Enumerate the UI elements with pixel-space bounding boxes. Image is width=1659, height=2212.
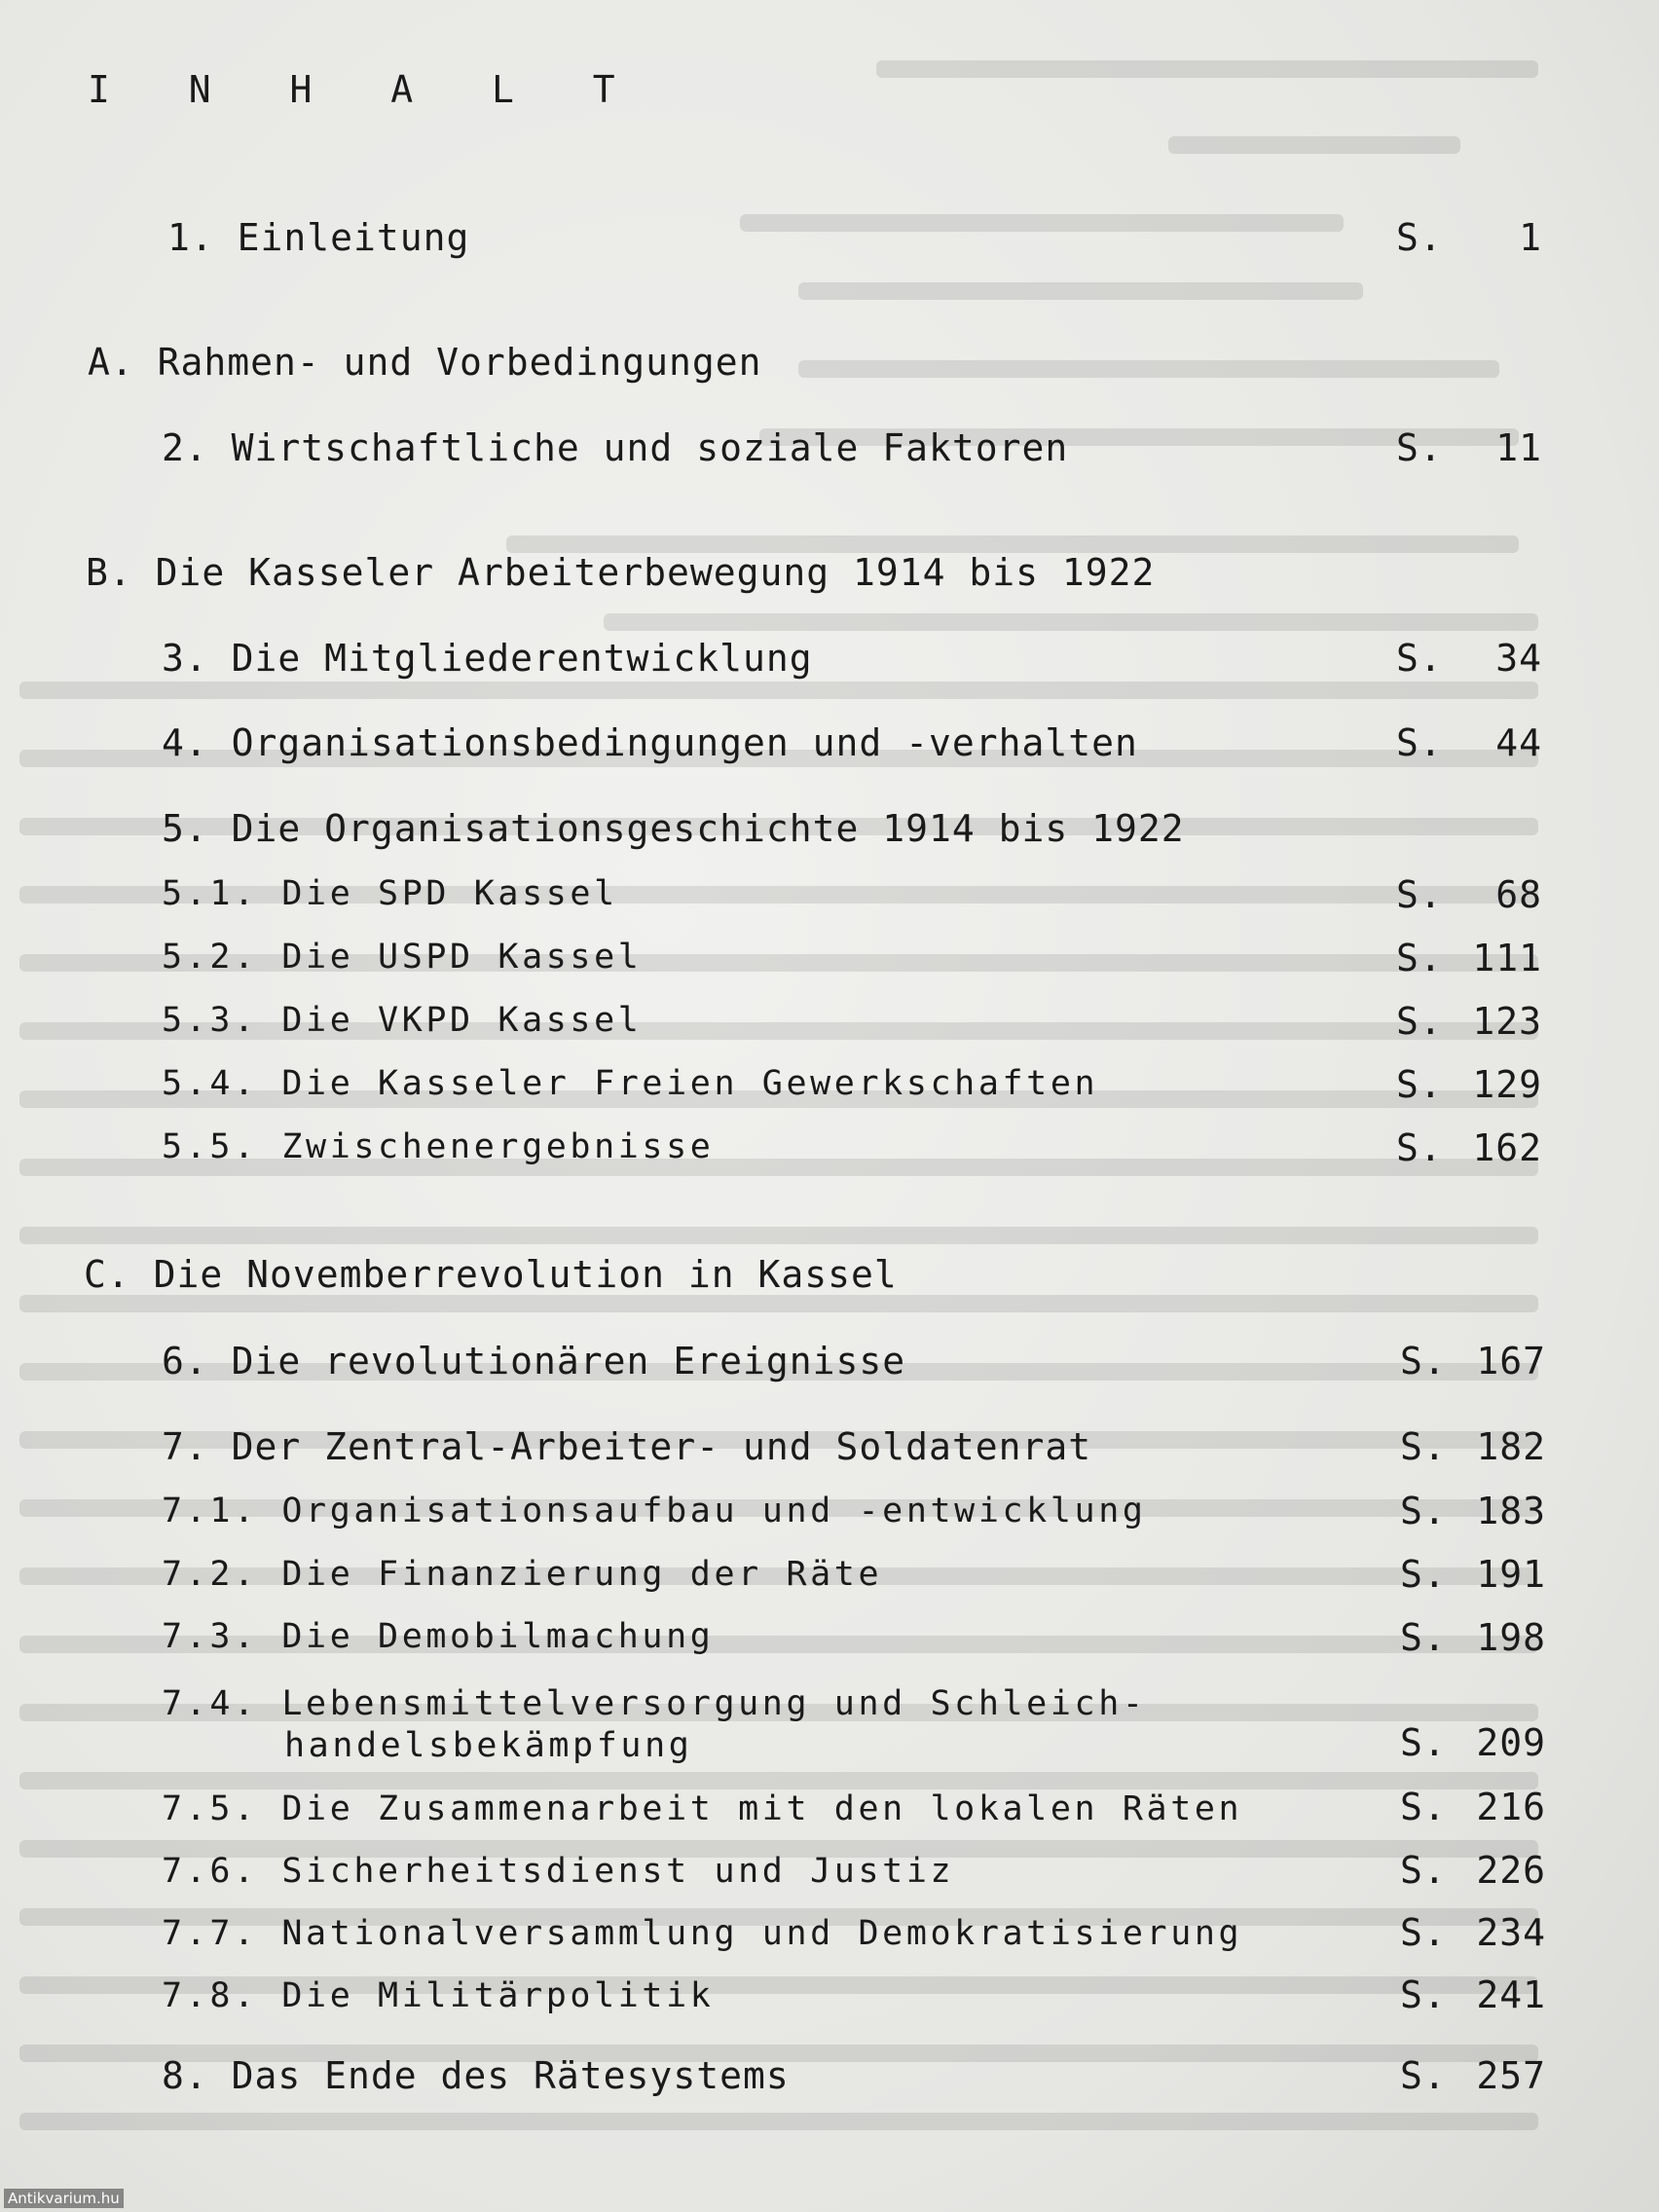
- toc-entry-5-1: 5.1. Die SPD Kassel: [162, 874, 618, 913]
- toc-page-ref-7-1: S. 183: [1400, 1490, 1546, 1532]
- toc-page-ref-4: S. 44: [1396, 721, 1542, 764]
- toc-entry-7-4: 7.4. Lebensmittelversorgung und Schleich-: [162, 1684, 1147, 1723]
- toc-page-ref-1: S. 1: [1396, 216, 1542, 259]
- toc-entry-7-3: 7.3. Die Demobilmachung: [162, 1617, 715, 1656]
- toc-entry-5-2: 5.2. Die USPD Kassel: [162, 938, 643, 977]
- toc-entry-7-1: 7.1. Organisationsaufbau und -entwicklung: [162, 1492, 1147, 1530]
- toc-page-ref-3: S. 34: [1396, 637, 1542, 680]
- toc-section-c: C. Die Novemberrevolution in Kassel: [84, 1253, 898, 1296]
- toc-page-ref-6: S. 167: [1400, 1340, 1546, 1382]
- toc-page-ref-5-5: S. 162: [1396, 1126, 1542, 1169]
- toc-heading: I N H A L T: [88, 68, 644, 111]
- toc-page-ref-5-3: S. 123: [1396, 1000, 1542, 1043]
- toc-entry-7-5: 7.5. Die Zusammenarbeit mit den lokalen Räten: [162, 1789, 1243, 1828]
- toc-page-ref-5-2: S. 111: [1396, 937, 1542, 979]
- toc-entry-1: 1. Einleitung: [167, 216, 470, 259]
- toc-entry-4: 4. Organisationsbedingungen und -verhalten: [162, 721, 1138, 764]
- toc-page-ref-7: S. 182: [1400, 1425, 1546, 1468]
- toc-section-b: B. Die Kasseler Arbeiterbewegung 1914 bis 1922: [86, 551, 1156, 594]
- toc-page-ref-7-2: S. 191: [1400, 1553, 1546, 1596]
- toc-entry-6: 6. Die revolutionären Ereignisse: [162, 1340, 906, 1382]
- toc-entry-5-5: 5.5. Zwischenergebnisse: [162, 1127, 715, 1166]
- toc-page-ref-7-5: S. 216: [1400, 1786, 1546, 1828]
- toc-entry-7-4-cont: handelsbekämpfung: [284, 1726, 693, 1765]
- toc-entry-7-6: 7.6. Sicherheitsdienst und Justiz: [162, 1852, 955, 1891]
- toc-entry-7: 7. Der Zentral-Arbeiter- und Soldatenrat: [162, 1425, 1092, 1468]
- toc-entry-5-3: 5.3. Die VKPD Kassel: [162, 1001, 643, 1040]
- toc-entry-8: 8. Das Ende des Rätesystems: [162, 2054, 790, 2097]
- toc-page-ref-7-7: S. 234: [1400, 1911, 1546, 1954]
- toc-page-ref-5-1: S. 68: [1396, 873, 1542, 916]
- toc-page-ref-8: S. 257: [1400, 2054, 1546, 2097]
- toc-page-ref-7-6: S. 226: [1400, 1849, 1546, 1892]
- toc-page-ref-7-4: S. 209: [1400, 1721, 1546, 1764]
- toc-entry-2: 2. Wirtschaftliche und soziale Faktoren: [162, 426, 1069, 469]
- toc-page-ref-7-8: S. 241: [1400, 1973, 1546, 2016]
- toc-page-ref-7-3: S. 198: [1400, 1616, 1546, 1659]
- toc-section-a: A. Rahmen- und Vorbedingungen: [88, 341, 762, 384]
- toc-entry-3: 3. Die Mitgliederentwicklung: [162, 637, 813, 680]
- toc-entry-7-8: 7.8. Die Militärpolitik: [162, 1976, 715, 2015]
- toc-page-ref-2: S. 11: [1396, 426, 1542, 469]
- toc-entry-7-7: 7.7. Nationalversammlung und Demokratisierung: [162, 1914, 1243, 1953]
- toc-entry-5: 5. Die Organisationsgeschichte 1914 bis 1922: [162, 807, 1185, 850]
- toc-page-ref-5-4: S. 129: [1396, 1063, 1542, 1106]
- toc-entry-7-2: 7.2. Die Finanzierung der Räte: [162, 1555, 883, 1594]
- source-watermark: Antikvarium.hu: [4, 2189, 124, 2208]
- toc-entry-5-4: 5.4. Die Kasseler Freien Gewerkschaften: [162, 1064, 1099, 1103]
